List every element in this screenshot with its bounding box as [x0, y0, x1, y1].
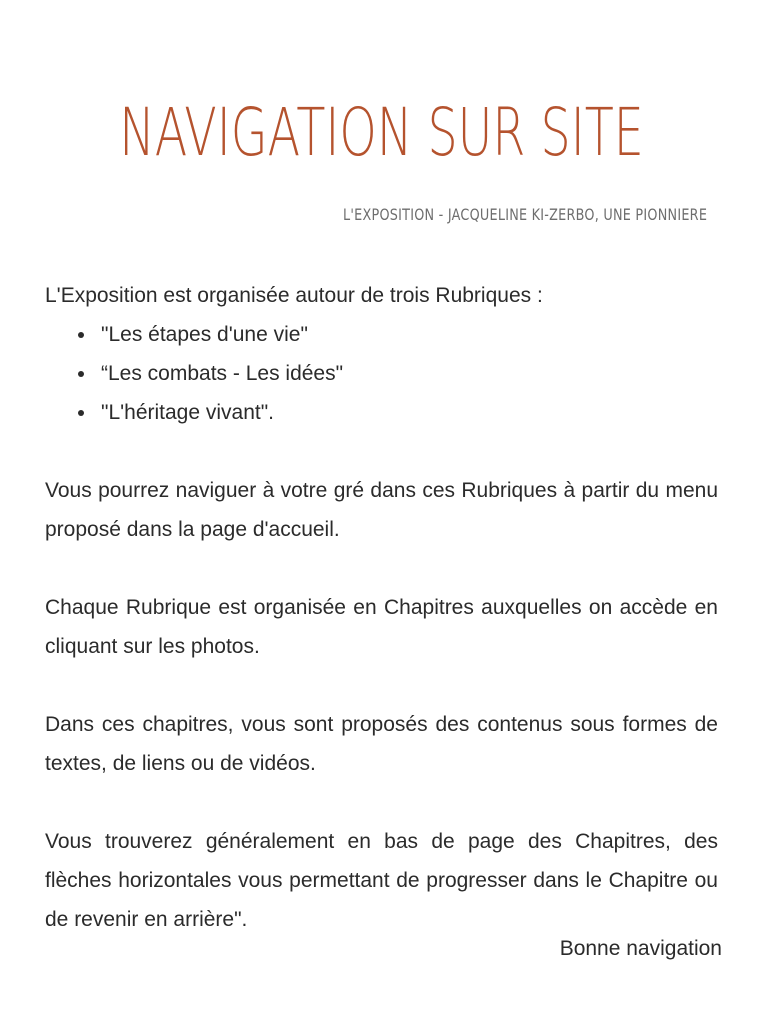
- paragraph-chapitres: Chaque Rubrique est organisée en Chapitres auxquelles on accède en cliquant sur les photos.: [45, 596, 718, 658]
- main-content: [45, 276, 718, 939]
- page-subtitle: L'EXPOSITION - JACQUELINE KI-ZERBO, UNE PIONNIERE: [342, 205, 707, 224]
- paragraph-navigation: Vous pourrez naviguer à votre gré dans ces Rubriques à partir du menu proposé dans la page d'accueil.: [45, 479, 718, 541]
- list-item: • “Les combats - Les idées": [97, 354, 718, 393]
- paragraph-fleches: Vous trouverez généralement en bas de page des Chapitres, des flèches horizontales vous permettant de progresser dans le Chapitre ou de revenir en arrière".: [45, 830, 718, 931]
- intro-text: L'Exposition est organisée autour de trois Rubriques :: [45, 284, 543, 307]
- paragraph-contenus: Dans ces chapitres, vous sont proposés des contenus sous formes de textes, de liens ou de vidéos.: [45, 713, 718, 775]
- list-item: • "L'héritage vivant".: [97, 393, 718, 432]
- signature-text: Bonne navigation: [559, 937, 722, 960]
- page-title: NAVIGATION SUR SITE: [119, 94, 644, 171]
- rubriques-list: [45, 315, 718, 432]
- list-item: • "Les étapes d'une vie": [97, 315, 718, 354]
